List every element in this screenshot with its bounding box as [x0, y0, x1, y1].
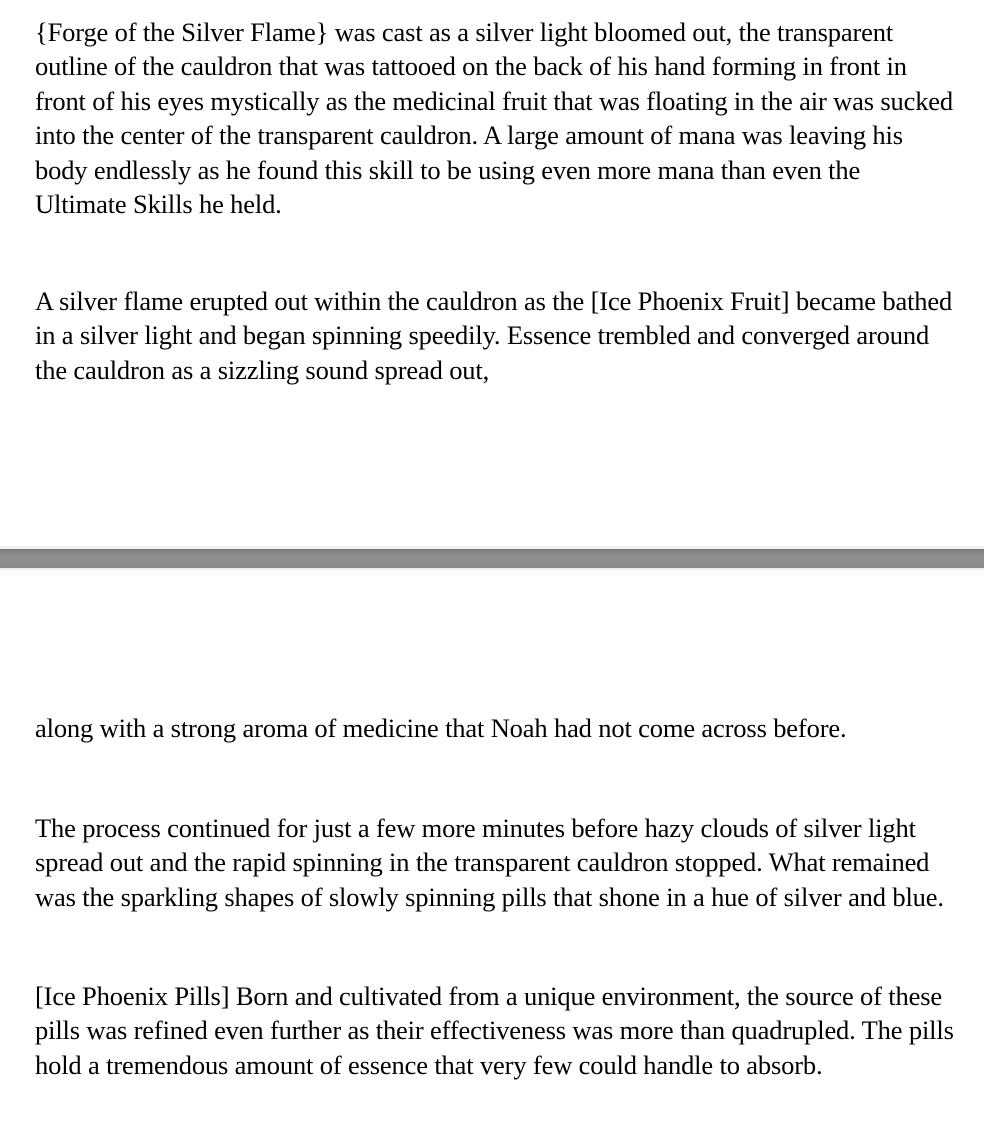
document-page-2 [0, 570, 984, 1138]
paragraph: [Ice Phoenix Pills] Born and cultivated from a unique environment, the source of these pills was refined even further as their effectiveness was more than quadrupled. The pills hold a tremendous amount of essence that very few could handle to absorb. [35, 981, 954, 1080]
page-top-shadow [0, 570, 984, 576]
paragraph: The process continued for just a few more minutes before hazy clouds of silver light spread out and the rapid spinning in the transparent cauldron stopped. What remained was the sparkling shapes of slowly spinning pills that shone in a hue of silver and blue. [35, 813, 944, 912]
paragraph: along with a strong aroma of medicine that Noah had not come across before. [35, 713, 847, 743]
page-separator-band [0, 549, 984, 568]
paragraph: A silver flame erupted out within the cauldron as the [Ice Phoenix Fruit] became bathed in a silver light and began spinning speedily. Essence trembled and converged around the cauldron as a sizzling sound spread out, [35, 286, 953, 385]
page-separator [0, 546, 984, 570]
paragraph: {Forge of the Silver Flame} was cast as a silver light bloomed out, the transparent outline of the cauldron that was tattooed on the back of his hand forming in front in front of his eyes mystically as the medicinal fruit that was floating in the air was sucked into the center of the transparent cauldron. A large amount of mana was leaving his body endlessly as he found this skill to be using even more mana than even the Ultimate Skills he held. [35, 17, 954, 220]
document-page-1 [0, 0, 984, 547]
